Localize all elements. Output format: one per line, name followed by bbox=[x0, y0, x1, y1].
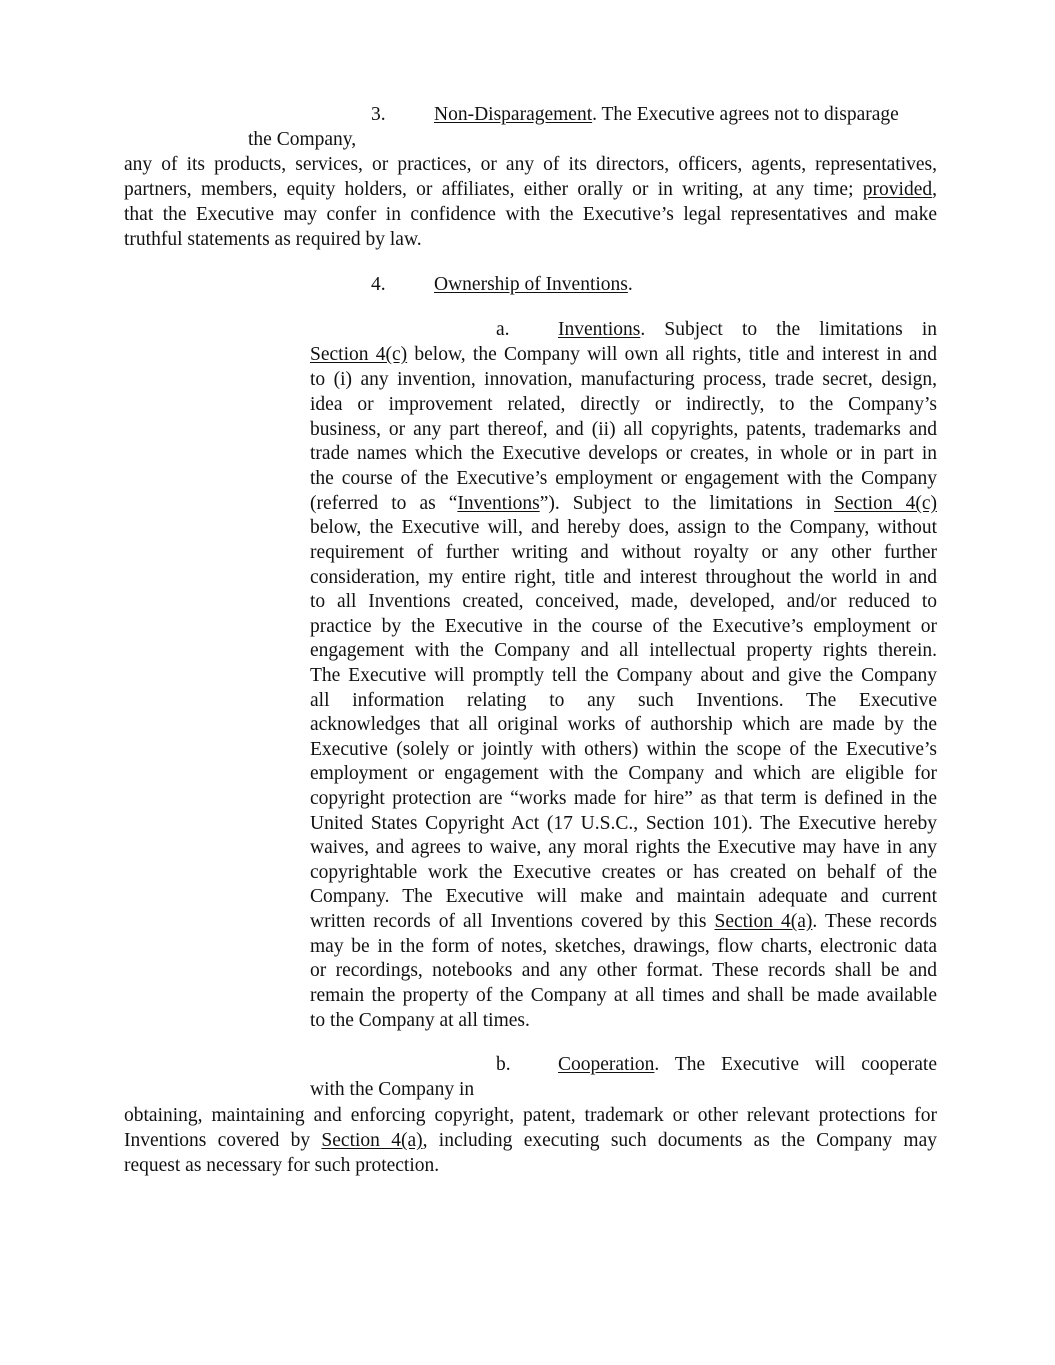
provided-term: provided bbox=[862, 179, 933, 200]
section-4a-line: trade names which the Executive develops or creates, in whole or in part in bbox=[310, 443, 937, 464]
section-4a-line: the course of the Executive’s employment or engagement with the Company bbox=[310, 468, 937, 489]
section-4a-line: Company. The Executive will make and maintain adequate and current bbox=[310, 886, 937, 907]
section-4a-line: employment or engagement with the Company and which are eligible for bbox=[310, 763, 937, 784]
section-3-text: . The Executive agrees not to disparage bbox=[592, 104, 899, 125]
section-4b-line bbox=[124, 1128, 937, 1153]
section-3-line: any of its products, services, or practices, or any of its directors, officers, agents, representatives, bbox=[124, 154, 937, 175]
section-4b-text: Inventions covered by bbox=[124, 1130, 322, 1151]
section-4a-line: may be in the form of notes, sketches, drawings, flow charts, electronic data bbox=[310, 936, 937, 957]
section-4a-line bbox=[310, 342, 937, 367]
section-4a-line: engagement with the Company and all intellectual property rights therein. bbox=[310, 640, 937, 661]
section-3-text: partners, members, equity holders, or affiliates, either orally or in writing, at any time; bbox=[124, 179, 863, 200]
section-3-number: 3. bbox=[371, 104, 386, 125]
section-4a-letter: a. bbox=[496, 319, 510, 340]
section-4a-line: copyright protection are “works made for hire” as that term is defined in the bbox=[310, 788, 937, 809]
section-4b-line: request as necessary for such protection. bbox=[124, 1155, 440, 1176]
section-4a-text: . These records bbox=[812, 911, 937, 932]
section-4a-line: remain the property of the Company at all times and shall be made available bbox=[310, 985, 937, 1006]
section-4a-line: requirement of further writing and without royalty or any other further bbox=[310, 542, 937, 563]
section-3-line: truthful statements as required by law. bbox=[124, 229, 422, 250]
section-4a-line: copyrightable work the Executive creates or has created on behalf of the bbox=[310, 862, 937, 883]
section-3-line: the Company, bbox=[248, 129, 357, 150]
section-4a-line: business, or any part thereof, and (ii) all copyrights, patents, trademarks and bbox=[310, 419, 937, 440]
section-4b-heading: Cooperation bbox=[558, 1054, 655, 1075]
section-3-text: , bbox=[932, 179, 937, 200]
section-4c-reference: Section 4(c) bbox=[310, 344, 408, 365]
section-4b-text: , including executing such documents as the Company may bbox=[422, 1130, 937, 1151]
section-4a-line: acknowledges that all original works of authorship which are made by the bbox=[310, 714, 937, 735]
section-4-number: 4. bbox=[371, 274, 386, 295]
section-4a-line: or recordings, notebooks and any other format. These records shall be and bbox=[310, 960, 937, 981]
section-4a-line: waives, and agrees to waive, any moral rights the Executive may have in any bbox=[310, 837, 937, 858]
section-4a-line: practice by the Executive in the course of the Executive’s employment or bbox=[310, 616, 937, 637]
section-4a-line: to all Inventions created, conceived, made, developed, and/or reduced to bbox=[310, 591, 937, 612]
section-4a-line: all information relating to any such Inventions. The Executive bbox=[310, 690, 937, 711]
section-4a-text: ”). Subject to the limitations in bbox=[539, 493, 835, 514]
section-4c-reference: Section 4(c) bbox=[834, 493, 938, 514]
section-4a-line: consideration, my entire right, title and interest throughout the world in and bbox=[310, 567, 937, 588]
section-3-heading: Non-Disparagement bbox=[434, 104, 593, 125]
section-4a-line bbox=[310, 491, 937, 516]
section-4-heading-period: . bbox=[627, 274, 633, 295]
section-4a-reference: Section 4(a) bbox=[321, 1130, 423, 1151]
section-4a-line: The Executive will promptly tell the Company about and give the Company bbox=[310, 665, 937, 686]
section-4b-text: . The Executive will cooperate bbox=[654, 1054, 937, 1075]
section-4a-heading: Inventions bbox=[558, 319, 641, 340]
section-3-line: that the Executive may confer in confidence with the Executive’s legal representatives and make bbox=[124, 204, 937, 225]
section-4a-text: written records of all Inventions covered by this bbox=[310, 911, 715, 932]
section-3-first-line bbox=[434, 102, 937, 127]
section-4a-line: to the Company at all times. bbox=[310, 1010, 530, 1031]
section-4b-line: obtaining, maintaining and enforcing copyright, patent, trademark or other relevant protections for bbox=[124, 1105, 937, 1126]
section-4a-line: Executive (solely or jointly with others) within the scope of the Executive’s bbox=[310, 739, 937, 760]
section-4a-line: below, the Executive will, and hereby does, assign to the Company, without bbox=[310, 517, 937, 538]
section-4a-text: . Subject to the limitations in bbox=[640, 319, 937, 340]
section-4b-first-line bbox=[558, 1052, 937, 1077]
section-4a-line bbox=[310, 909, 937, 934]
section-4-heading-line bbox=[434, 272, 633, 297]
section-4b-line: with the Company in bbox=[310, 1079, 475, 1100]
inventions-defined-term: Inventions bbox=[457, 493, 540, 514]
section-4a-first-line bbox=[558, 317, 937, 342]
section-4a-text: (referred to as “ bbox=[310, 493, 458, 514]
section-3-line bbox=[124, 177, 937, 202]
section-4a-text: below, the Company will own all rights, title and interest in and bbox=[407, 344, 937, 365]
section-4a-reference: Section 4(a) bbox=[714, 911, 813, 932]
section-4a-line: United States Copyright Act (17 U.S.C., Section 101). The Executive hereby bbox=[310, 813, 937, 834]
section-4a-line: to (i) any invention, innovation, manufacturing process, trade secret, design, bbox=[310, 369, 937, 390]
section-4b-letter: b. bbox=[496, 1054, 511, 1075]
section-4a-line: idea or improvement related, directly or indirectly, to the Company’s bbox=[310, 394, 937, 415]
section-4-heading: Ownership of Inventions bbox=[434, 274, 628, 295]
